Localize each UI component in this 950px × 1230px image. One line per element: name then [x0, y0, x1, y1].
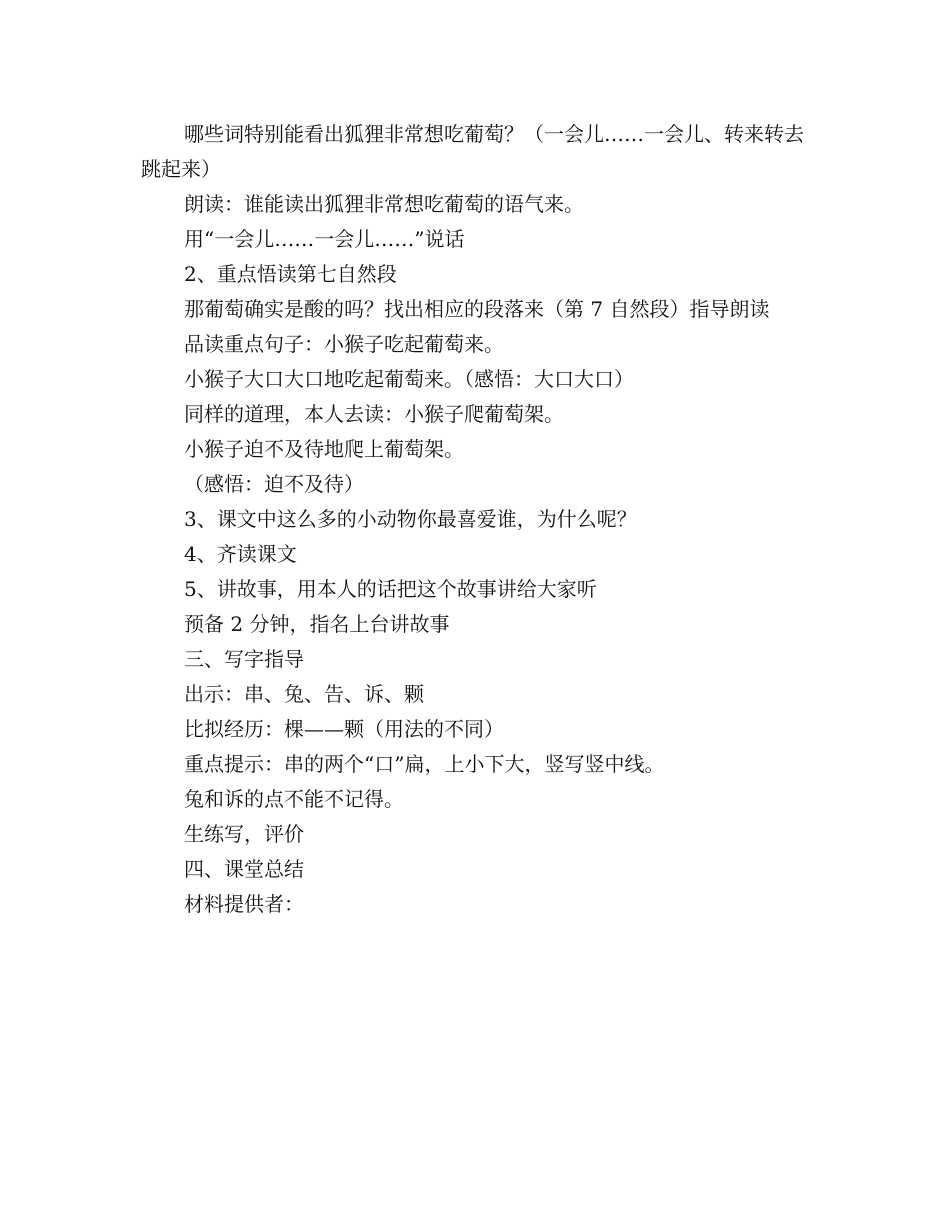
paragraph: 哪些词特别能看出狐狸非常想吃葡萄？（一会儿……一会儿、转来转去 跳起来） — [141, 122, 824, 181]
paragraph: 重点提示：串的两个“口”扁，上小下大，竖写竖中线。 — [184, 752, 665, 776]
paragraph: 生练写，评价 — [184, 822, 304, 846]
paragraph: 朗读：谁能读出狐狸非常想吃葡萄的语气来。 — [184, 192, 584, 216]
paragraph: 预备 2 分钟，指名上台讲故事 — [184, 612, 450, 636]
paragraph: 小猴子大口大口地吃起葡萄来。（感悟：大口大口） — [184, 367, 634, 391]
paragraph: 兔和诉的点不能不记得。 — [184, 787, 404, 811]
document-body — [141, 117, 824, 922]
paragraph: 那葡萄确实是酸的吗？找出相应的段落来（第 7 自然段）指导朗读 — [184, 297, 770, 321]
paragraph: 小猴子迫不及待地爬上葡萄架。 — [184, 437, 464, 461]
paragraph: 4、齐读课文 — [184, 542, 297, 566]
paragraph: 材料提供者： — [184, 892, 304, 916]
paragraph: 三、写字指导 — [184, 647, 304, 671]
paragraph: 四、课堂总结 — [184, 857, 304, 881]
paragraph: 用“一会儿……一会儿……”说话 — [184, 227, 465, 251]
paragraph: 3、课文中这么多的小动物你最喜爱谁，为什么呢？ — [184, 507, 637, 531]
paragraph: 出示：串、兔、告、诉、颗 — [184, 682, 424, 706]
paragraph: 品读重点句子：小猴子吃起葡萄来。 — [184, 332, 504, 356]
paragraph: 5、讲故事，用本人的话把这个故事讲给大家听 — [184, 577, 597, 601]
paragraph: 比拟经历：棵——颗（用法的不同） — [184, 717, 504, 741]
paragraph: 同样的道理，本人去读：小猴子爬葡萄架。 — [184, 402, 564, 426]
paragraph: （感悟：迫不及待） — [184, 472, 364, 496]
paragraph: 2、重点悟读第七自然段 — [184, 262, 397, 286]
